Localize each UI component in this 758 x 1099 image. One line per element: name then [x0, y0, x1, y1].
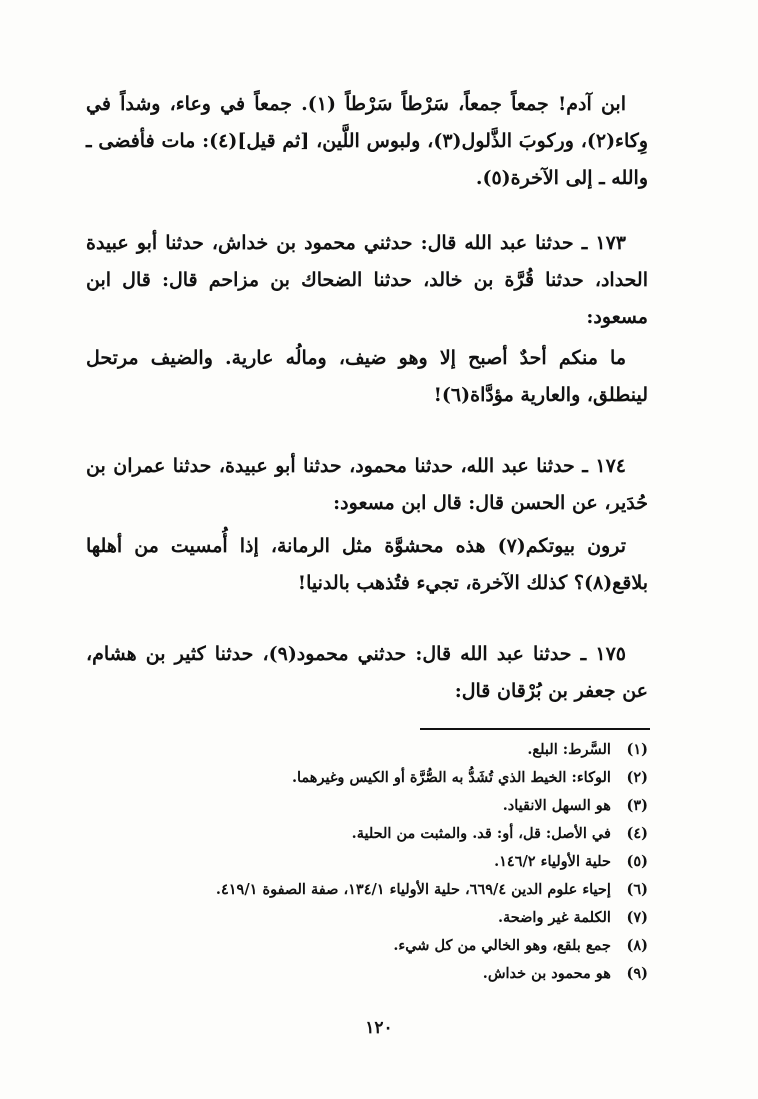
footnote-item — [86, 876, 648, 904]
paragraph-quote-173 — [86, 340, 648, 414]
footnote-item — [86, 848, 648, 876]
paragraph-quote-174 — [86, 528, 648, 602]
paragraph-narration-175 — [86, 636, 648, 710]
footnote-item — [86, 932, 648, 960]
footnote-text: هو السهل الانقياد. — [502, 797, 611, 814]
footnote-text: الكلمة غير واضحة. — [497, 909, 611, 926]
footnote-item — [86, 736, 648, 764]
paragraph-text: ما منكم أحدٌ أصبح إلا وهو ضيف، ومالُه عارية. والضيف مرتحل لينطلق، والعارية مؤدَّاة(٦)! — [86, 347, 648, 406]
hadith-number: ١٧٤ — [595, 455, 626, 477]
footnote-divider — [420, 728, 650, 730]
paragraph-text: ترون بيوتكم(٧) هذه محشوَّة مثل الرمانة، إذا أُمسيت من أهلها بلاقع(٨)؟ كذلك الآخرة، تجيء فتُذهب بالدنيا! — [86, 535, 648, 594]
footnote-item — [86, 792, 648, 820]
footnote-item — [86, 960, 648, 988]
hadith-number: ١٧٥ — [595, 643, 627, 665]
footnote-text: إحياء علوم الدين ٦٦٩/٤، حلية الأولياء ١٣٤/١، صفة الصفوة ٤١٩/١. — [215, 881, 611, 898]
page-number: ١٢٠ — [365, 1018, 393, 1038]
paragraph-quote-1 — [86, 86, 648, 197]
footnote-text: حلية الأولياء ١٤٦/٢. — [494, 853, 611, 870]
footnote-number: (٣) — [626, 797, 648, 814]
footnote-number: (١) — [626, 741, 648, 758]
footnote-text: هو محمود بن خداش. — [482, 965, 611, 982]
paragraph-text: ـ حدثنا عبد الله، حدثنا محمود، حدثنا أبو عبيدة، حدثنا عمران بن حُدَير، عن الحسن قال: قال ابن مسعود: — [86, 455, 648, 514]
footnotes-list — [86, 736, 648, 988]
footnote-text: الوكاء: الخيط الذي تُشَدُّ به الصُّرَّة أو الكيس وغيرهما. — [291, 769, 611, 786]
footnote-item — [86, 820, 648, 848]
paragraph-narration-174 — [86, 448, 648, 522]
footnote-number: (٤) — [626, 825, 648, 842]
paragraph-narration-173 — [86, 225, 648, 336]
footnote-number: (٢) — [626, 769, 648, 786]
hadith-number: ١٧٣ — [595, 232, 626, 254]
footnote-item — [86, 764, 648, 792]
footnote-text: السَّرط: البلع. — [527, 741, 611, 758]
footnote-number: (٩) — [626, 965, 648, 982]
footnote-text: جمع بلقع، وهو الخالي من كل شيء. — [393, 937, 611, 954]
paragraph-text: ابن آدم! جمعاً جمعاً، سَرْطاً سَرْطاً (١). جمعاً في وعاء، وشداً في وِكاء(٢)، وركوبَ الذَّلول(٣)، ولبوس اللَّين، [ثم قيل](٤): مات فأفضى ـ والله ـ إلى الآخرة(٥). — [86, 93, 648, 189]
footnote-number: (٨) — [626, 937, 648, 954]
footnote-number: (٧) — [626, 909, 648, 926]
footnote-number: (٥) — [626, 853, 648, 870]
footnote-number: (٦) — [626, 881, 648, 898]
paragraph-text: ـ حدثنا عبد الله قال: حدثني محمود(٩)، حدثنا كثير بن هشام، عن جعفر بن بُرْقان قال: — [86, 643, 648, 702]
paragraph-text: ـ حدثنا عبد الله قال: حدثني محمود بن خداش، حدثنا أبو عبيدة الحداد، حدثنا قُرَّة بن خالد، حدثنا الضحاك بن مزاحم قال: قال ابن مسعود: — [86, 232, 648, 328]
footnote-item — [86, 904, 648, 932]
footnote-text: في الأصل: قل، أو: قد. والمثبت من الحلية. — [351, 825, 611, 842]
